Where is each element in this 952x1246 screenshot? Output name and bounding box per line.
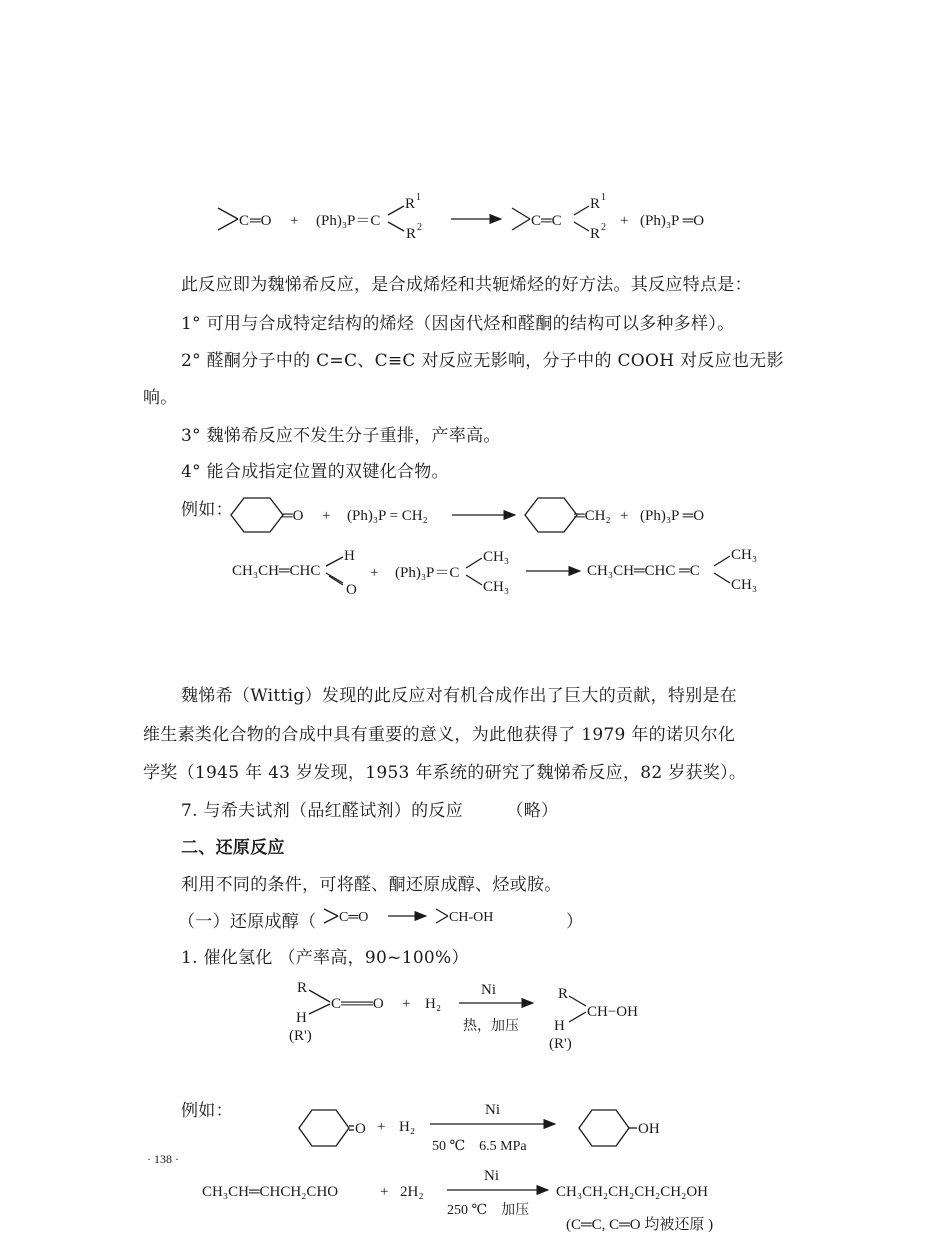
- eq3-o: O: [346, 582, 357, 598]
- eq2-ylide: (Ph)₃P = CH₂: [347, 508, 428, 524]
- eq5-product-choh: CH−OH: [587, 1004, 638, 1020]
- wittig-history-line1: 魏悌希（Wittig）发现的此反应对有机合成作出了巨大的贡献，特别是在: [181, 686, 738, 706]
- feature-4: 4° 能合成指定位置的双键化合物。: [181, 462, 449, 482]
- eq1-product-r2-sup: 2: [601, 222, 606, 233]
- eq5-product-h: H: [554, 1018, 565, 1034]
- eq1-r2-sup: 2: [417, 222, 422, 233]
- eq6-catalyst: Ni: [485, 1102, 500, 1118]
- eq4-left: C═O: [339, 910, 369, 925]
- eq1-plus: +: [290, 213, 299, 229]
- eq6-ketone-o: O: [355, 1121, 366, 1137]
- eq5-product-r-prime: (R'): [549, 1036, 572, 1052]
- catalytic-hydrogenation: 1. 催化氢化 （产率高，90~100%）: [181, 948, 469, 968]
- eq3-product: CH₃CH═CHC ═C: [587, 563, 700, 579]
- equation-cyclohexanone-wittig: [231, 498, 704, 532]
- eq1-byproduct: (Ph)₃P ═O: [640, 213, 705, 229]
- eq5-product-r: R: [558, 986, 569, 1002]
- eq5-h: H: [296, 1010, 307, 1026]
- cyclohexane-ring-product: [525, 498, 577, 532]
- eq1-carbon: C: [239, 213, 250, 229]
- eq7-note: (C═C, C═O 均被还原 ): [566, 1217, 714, 1233]
- cyclohexanone-ring: [299, 1110, 349, 1146]
- wittig-history-line3: 学奖（1945 年 43 岁发现，1953 年系统的研究了魏悌希反应，82 岁获奖）。: [143, 763, 747, 783]
- wittig-history-line2: 维生素类化合物的合成中具有重要的意义，为此他获得了 1979 年的诺贝尔化: [143, 725, 736, 745]
- eq2-byproduct: (Ph)₃P ═O: [640, 508, 705, 524]
- eq1-r2: R: [406, 226, 417, 242]
- cyclohexane-ring-reactant: [231, 498, 283, 532]
- eq5-h2: H₂: [425, 996, 442, 1012]
- eq3-h: H: [344, 548, 355, 564]
- eq4-right: CH-OH: [449, 910, 494, 925]
- reduction-to-alcohol-close: ）: [566, 912, 584, 932]
- eq5-catalyst: Ni: [481, 982, 496, 998]
- page-number: · 138 ·: [147, 1152, 179, 1166]
- cyclohexanol-ring: [579, 1110, 629, 1146]
- feature-2-line2: 响。: [143, 388, 178, 408]
- equation-inline-reduction: [324, 909, 493, 925]
- eq1-carbonyl-o: ═O: [250, 213, 272, 229]
- eq3-ylide: (Ph)₃P＝C: [395, 565, 460, 581]
- eq5-conditions: 热，加压: [463, 1019, 519, 1034]
- eq6-plus: +: [377, 1119, 386, 1135]
- equation-crotonaldehyde-wittig: [232, 547, 757, 598]
- eq7-reactant: CH₃CH═CHCH₂CHO: [202, 1184, 339, 1200]
- feature-2-line1: 2° 醛酮分子中的 C=C、C≡C 对反应无影响，分子中的 COOH 对反应也无影: [181, 351, 784, 371]
- eq1-product-cc: C═C: [531, 213, 562, 229]
- reduction-intro: 利用不同的条件，可将醛、酮还原成醇、烃或胺。: [181, 875, 562, 895]
- eq5-plus: +: [402, 996, 411, 1012]
- eq1-plus2: +: [620, 213, 629, 229]
- eq5-r-prime: (R'): [289, 1028, 312, 1044]
- section-heading-reduction: 二、还原反应: [181, 838, 285, 858]
- eq1-product-r1: R: [590, 196, 601, 212]
- eq2-product-ch2: ═CH₂: [574, 508, 611, 524]
- eq6-conditions: 50 ℃ 6.5 MPa: [432, 1139, 527, 1154]
- eq3-reactant: CH₃CH═CHC: [232, 563, 321, 579]
- eq3-product-methyl1: CH₃: [731, 547, 758, 563]
- equation-crotonaldehyde-reduction: [202, 1168, 713, 1233]
- eq2-plus2: +: [620, 508, 629, 524]
- eq2-plus: +: [322, 508, 331, 524]
- eq3-methyl2: CH₃: [483, 579, 510, 595]
- equation-wittig-general: [218, 192, 704, 242]
- eq7-conditions: 250 ℃ 加压: [447, 1203, 530, 1218]
- reduction-to-alcohol-open: （一）还原成醇（: [178, 912, 317, 932]
- example-label-2: 例如：: [181, 1101, 233, 1121]
- paragraph-wittig-intro: 此反应即为魏悌希反应，是合成烯烃和共轭烯烃的好方法。其反应特点是：: [181, 275, 752, 295]
- example-label-1: 例如：: [181, 500, 233, 520]
- schiff-reaction: 7. 与希夫试剂（品红醛试剂）的反应 （略）: [181, 801, 559, 821]
- eq1-product-r2: R: [590, 226, 601, 242]
- eq1-ylide: (Ph)₃P＝C: [316, 213, 381, 229]
- feature-1: 1° 可用与合成特定结构的烯烃（因卤代烃和醛酮的结构可以多种多样）。: [181, 314, 735, 334]
- eq7-h2: 2H₂: [400, 1184, 424, 1200]
- eq5-carbonyl: C═══O: [331, 996, 384, 1012]
- eq3-product-methyl2: CH₃: [731, 577, 758, 593]
- eq7-plus: +: [380, 1184, 389, 1200]
- equation-cyclohexanone-hydrogenation: [299, 1102, 660, 1154]
- eq1-r1: R: [405, 196, 416, 212]
- eq7-catalyst: Ni: [484, 1168, 499, 1184]
- eq1-r1-sup: 1: [416, 192, 421, 203]
- feature-3: 3° 魏悌希反应不发生分子重排，产率高。: [181, 426, 501, 446]
- eq3-methyl1: CH₃: [483, 549, 510, 565]
- eq3-plus: +: [370, 565, 379, 581]
- eq2-ketone-o: ═O: [282, 508, 304, 524]
- eq6-product-oh: OH: [638, 1121, 660, 1137]
- eq5-r: R: [297, 980, 308, 996]
- equation-catalytic-hydrogenation: [289, 980, 638, 1052]
- eq7-product: CH₃CH₂CH₂CH₂CH₂OH: [556, 1184, 708, 1200]
- eq6-h2: H₂: [399, 1119, 416, 1135]
- eq1-product-r1-sup: 1: [601, 192, 606, 203]
